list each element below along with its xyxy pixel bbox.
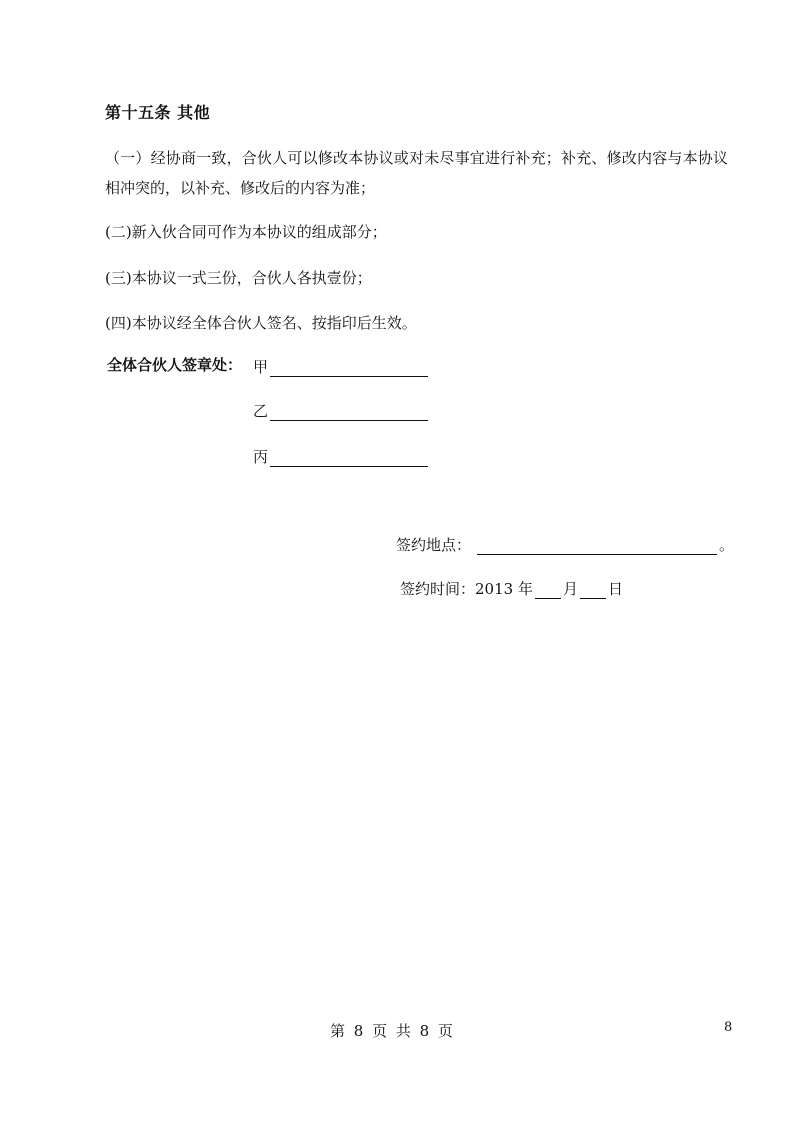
paragraph-3: (三)本协议一式三份，合伙人各执壹份；: [105, 269, 372, 287]
page-number: 8: [724, 1020, 733, 1035]
party-c-signature-line: [270, 450, 428, 467]
signing-month-label: 月: [562, 580, 578, 598]
signing-time: [400, 578, 623, 599]
signature-label: 全体合伙人签章处：: [107, 356, 243, 374]
party-b-label: 乙: [253, 402, 269, 420]
signing-day-blank: [580, 582, 606, 599]
party-a-signature-line: [270, 360, 428, 377]
party-c-signature: [253, 446, 428, 467]
party-a-label: 甲: [253, 358, 269, 376]
signing-time-label: 签约时间：2013 年: [400, 580, 533, 598]
paragraph-4: (四)本协议经全体合伙人签名、按指印后生效。: [105, 314, 417, 332]
signing-place-label: 签约地点：: [396, 536, 472, 554]
signing-place: [396, 534, 734, 555]
paragraph-2: (二)新入伙合同可作为本协议的组成部分；: [105, 223, 387, 241]
paragraph-1-line-1: （一）经协商一致，合伙人可以修改本协议或对未尽事宜进行补充；补充、修改内容与本协议: [105, 149, 729, 167]
paragraph-1-line-2: 相冲突的，以补充、修改后的内容为准；: [105, 179, 376, 197]
signing-day-label: 日: [607, 580, 623, 598]
signing-month-blank: [535, 582, 561, 599]
signing-place-line: [477, 538, 717, 555]
section-heading: 第十五条 其他: [105, 103, 211, 122]
party-b-signature-line: [270, 404, 428, 421]
page-footer: 第 8 页 共 8 页: [330, 1022, 455, 1040]
signing-place-end: 。: [719, 536, 735, 554]
party-b-signature: [253, 400, 428, 421]
party-c-label: 丙: [253, 448, 269, 466]
party-a-signature: [253, 356, 428, 377]
